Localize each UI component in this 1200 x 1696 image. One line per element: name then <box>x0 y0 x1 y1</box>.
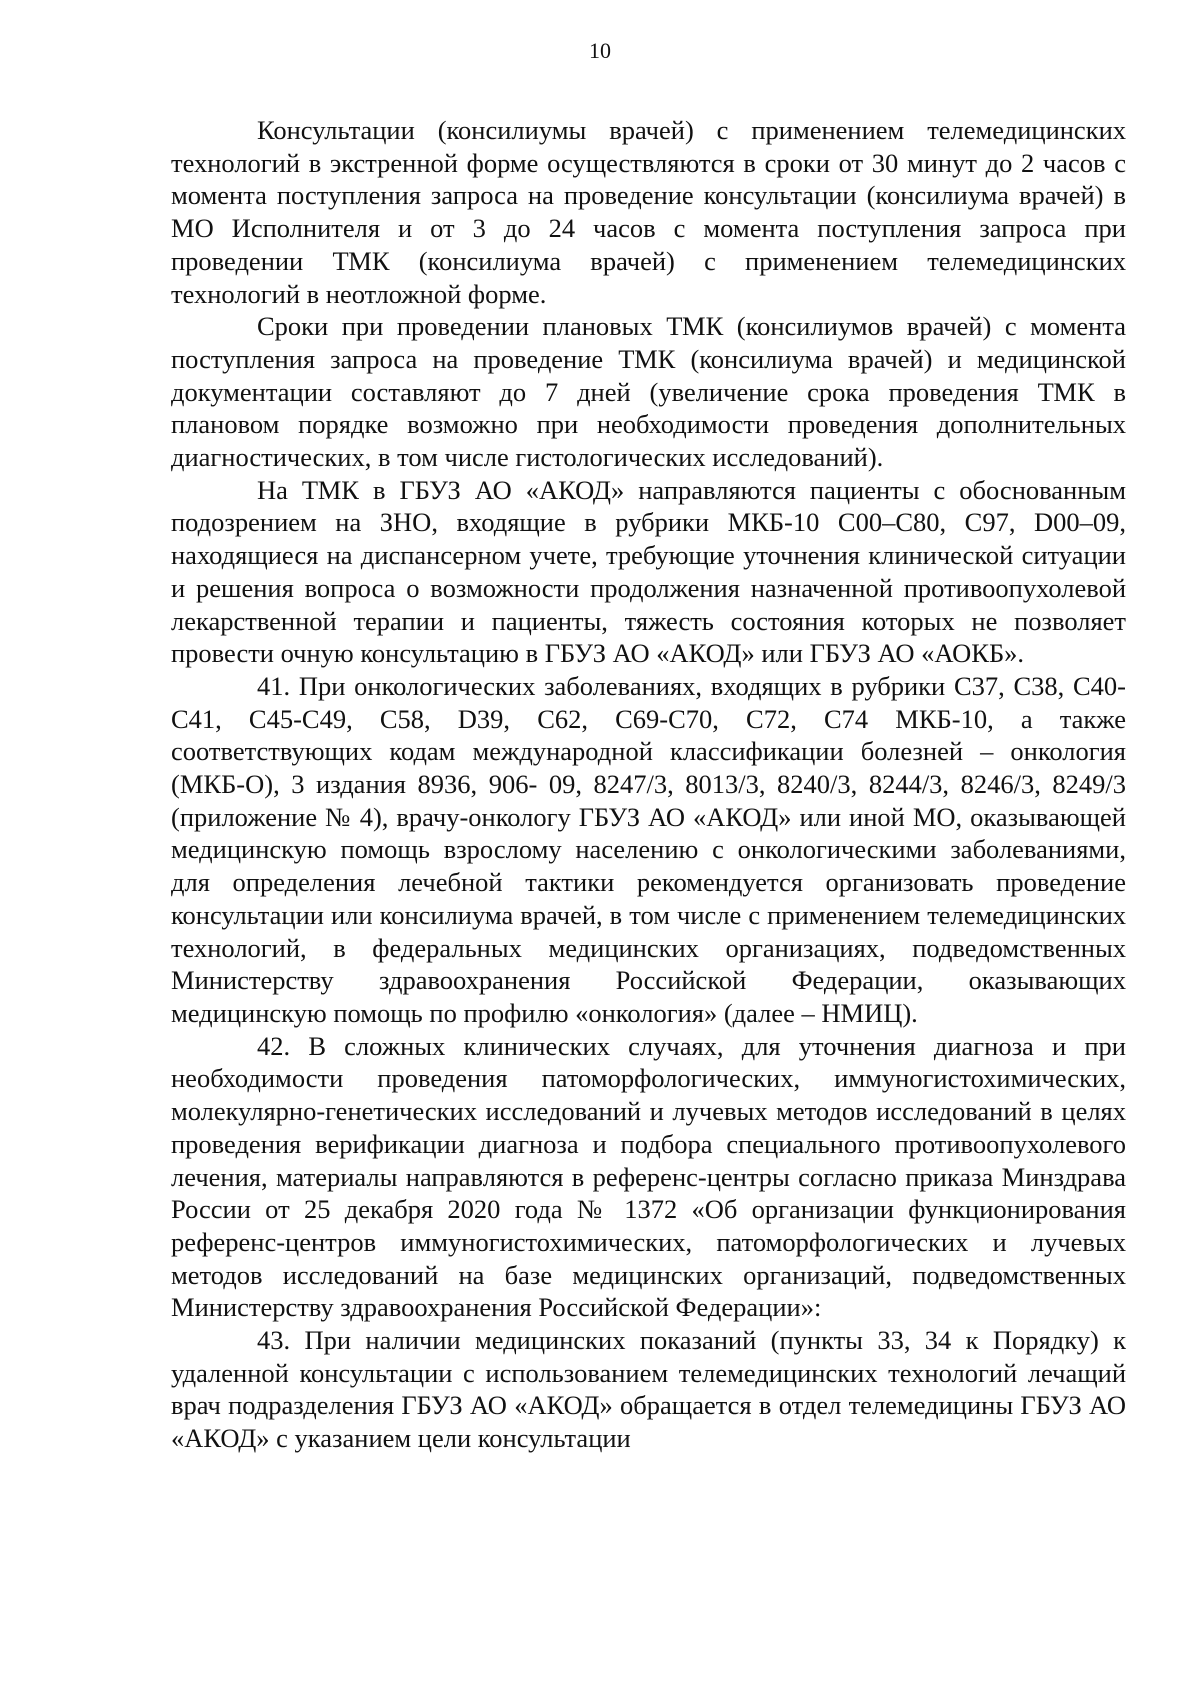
paragraph-item-41: 41. При онкологических заболеваниях, входящих в рубрики С37, С38, С40-С41, С45-С49, С58, D39, С62, С69-С70, С72, С74 МКБ-10, а также соответствующих кодам международной классификации болезней – онкология (МКБ-О), 3 издания 8936, 906- 09, 8247/3, 8013/3, 8240/3, 8244/3, 8246/3, 8249/3 (приложение № 4), врачу-онкологу ГБУЗ АО «АКОД» или иной МО, оказывающей медицинскую помощь взрослому населению с онкологическими заболеваниями, для определения лечебной тактики рекомендуется организовать проведение консультации или консилиума врачей, в том числе с применением телемедицинских технологий, в федеральных медицинских организациях, подведомственных Министерству здравоохранения Российской Федерации, оказывающих медицинскую помощь по профилю «онкология» (далее – НМИЦ). <box>171 670 1126 1028</box>
paragraph-patient-referral: На ТМК в ГБУЗ АО «АКОД» направляются пациенты с обоснованным подозрением на ЗНО, входящие в рубрики МКБ-10 С00–С80, С97, D00–09, находящиеся на диспансерном учете, требующие уточнения клинической ситуации и решения вопроса о возможности продолжения назначенной противоопухолевой лекарственной терапии и пациенты, тяжесть состояния которых не позволяет провести очную консультацию в ГБУЗ АО «АКОД» или ГБУЗ АО «АОКБ». <box>171 474 1126 669</box>
paragraph-planned-consultation-terms: Сроки при проведении плановых ТМК (консилиумов врачей) с момента поступления запроса на проведение ТМК (консилиума врачей) и медицинской документации составляют до 7 дней (увеличение срока проведения ТМК в плановом порядке возможно при необходимости проведения дополнительных диагностических, в том числе гистологических исследований). <box>171 311 1126 473</box>
paragraph-item-42: 42. В сложных клинических случаях, для уточнения диагноза и при необходимости проведения патоморфологических, иммуногистохимических, молекулярно-генетических исследований и лучевых методов исследований в целях проведения верификации диагноза и подбора специального противоопухолевого лечения, материалы направляются в референс-центры согласно приказа Минздрава России от 25 декабря 2020 года № 1372 «Об организации функционирования референс-центров иммуногистохимических, патоморфологических и лучевых методов исследований на базе медицинских организаций, подведомственных Министерству здравоохранения Российской Федерации»: <box>171 1030 1126 1323</box>
paragraph-item-43: 43. При наличии медицинских показаний (пункты 33, 34 к Порядку) к удаленной консультации с использованием телемедицинских технологий лечащий врач подразделения ГБУЗ АО «АКОД» обращается в отдел телемедицины ГБУЗ АО «АКОД» с указанием цели консультации <box>171 1325 1126 1454</box>
paragraph-urgent-consultations: Консультации (консилиумы врачей) с применением телемедицинских технологий в экстренной форме осуществляются в сроки от 30 минут до 2 часов с момента поступления запроса на проведение консультации (консилиума врачей) в МО Исполнителя и от 3 до 24 часов с момента поступления запроса при проведении ТМК (консилиума врачей) с применением телемедицинских технологий в неотложной форме. <box>171 115 1126 309</box>
document-body <box>171 114 1126 1455</box>
page-number: 10 <box>589 38 611 63</box>
